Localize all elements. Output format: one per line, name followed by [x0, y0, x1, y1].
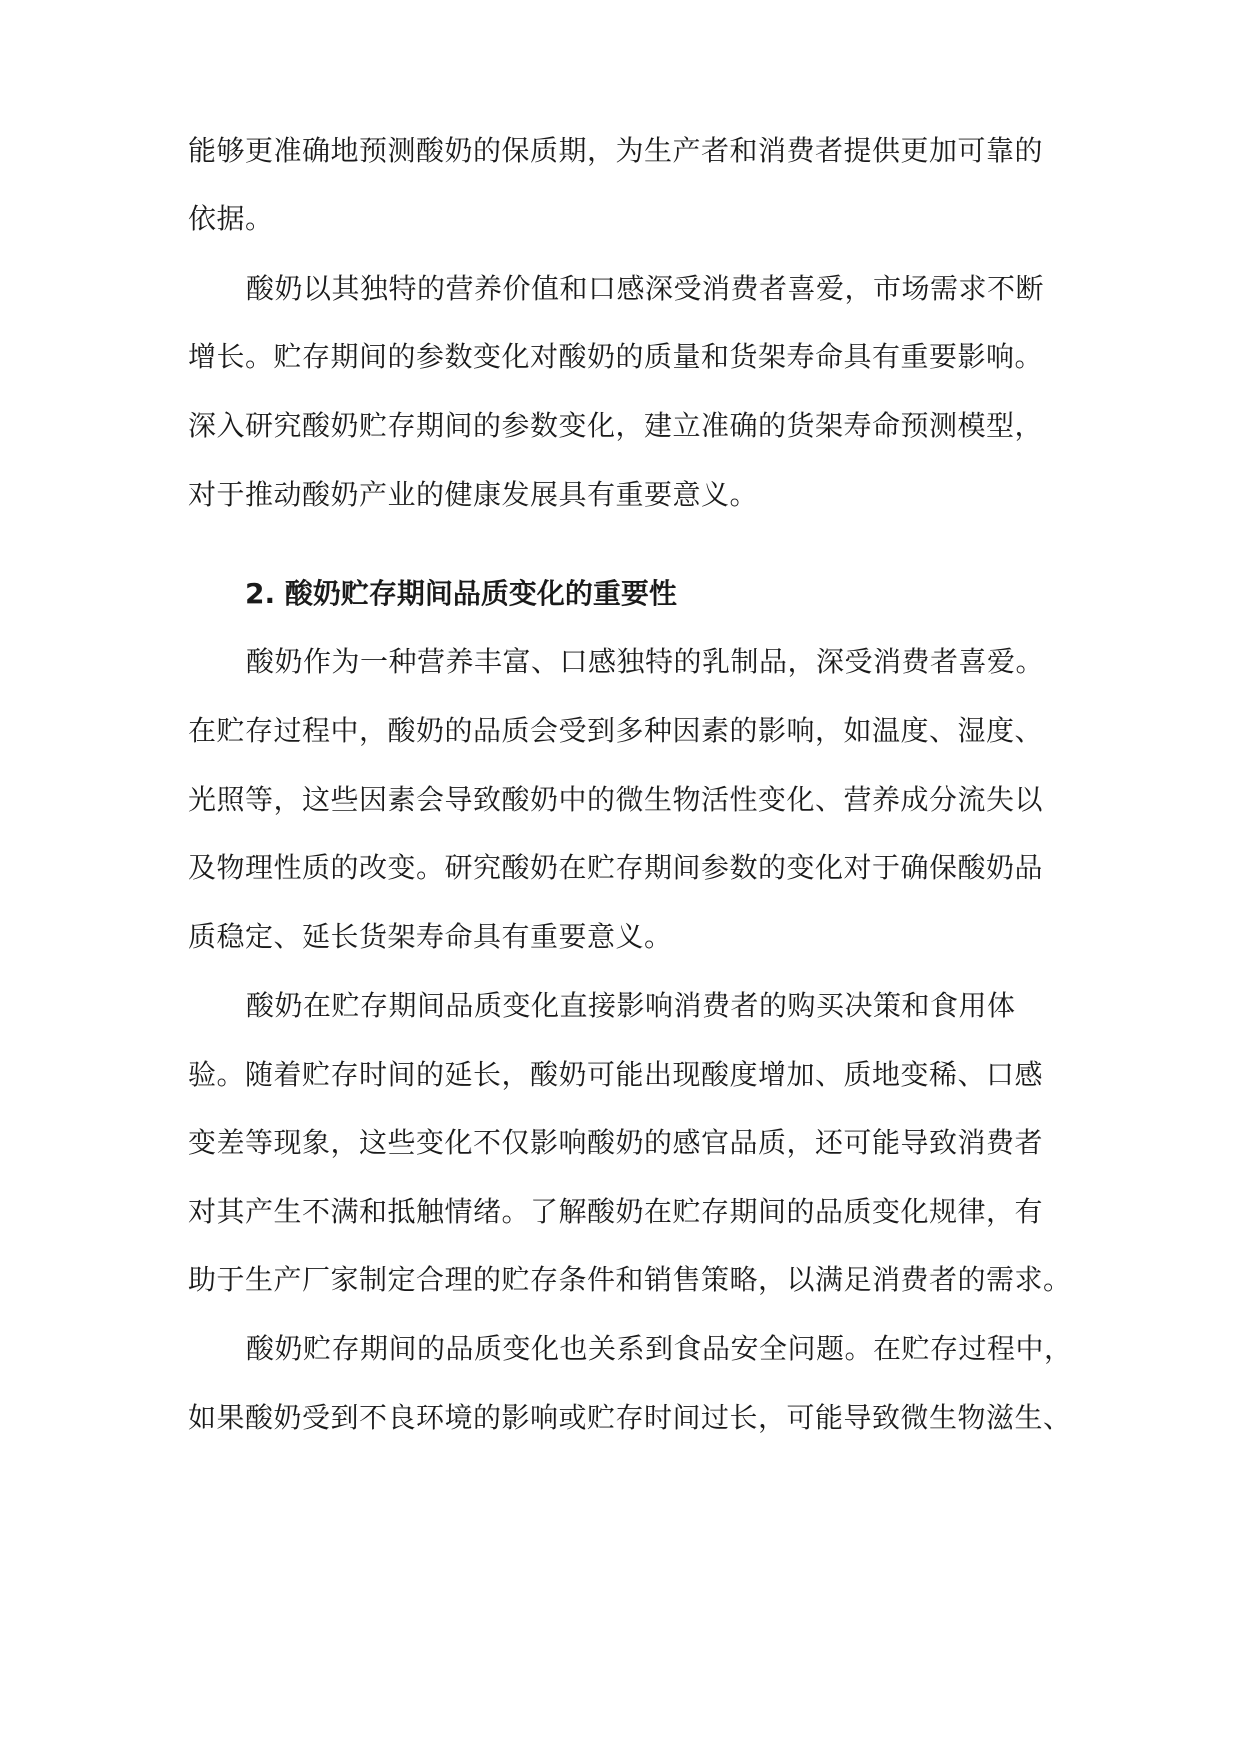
paragraph-2-line-2: 增长。贮存期间的参数变化对酸奶的质量和货架寿命具有重要影响。 [188, 340, 1044, 373]
paragraph-3-line-1: 酸奶作为一种营养丰富、口感独特的乳制品，深受消费者喜爱。 [246, 645, 1045, 678]
paragraph-4-line-3: 变差等现象，这些变化不仅影响酸奶的感官品质，还可能导致消费者 [188, 1126, 1044, 1159]
paragraph-1-line-2: 依据。 [188, 202, 274, 235]
paragraph-3-line-5: 质稳定、延长货架寿命具有重要意义。 [188, 920, 673, 953]
paragraph-5-line-2: 如果酸奶受到不良环境的影响或贮存时间过长，可能导致微生物滋生、 [188, 1401, 1072, 1434]
paragraph-5-line-1: 酸奶贮存期间的品质变化也关系到食品安全问题。在贮存过程中， [246, 1332, 1073, 1365]
paragraph-3-line-2: 在贮存过程中，酸奶的品质会受到多种因素的影响，如温度、湿度、 [188, 714, 1044, 747]
paragraph-1-line-1: 能够更准确地预测酸奶的保质期，为生产者和消费者提供更加可靠的 [188, 134, 1044, 167]
paragraph-4-line-1: 酸奶在贮存期间品质变化直接影响消费者的购买决策和食用体 [246, 989, 1016, 1022]
paragraph-2-line-3: 深入研究酸奶贮存期间的参数变化，建立准确的货架寿命预测模型， [188, 409, 1044, 442]
paragraph-2-line-1: 酸奶以其独特的营养价值和口感深受消费者喜爱，市场需求不断 [246, 272, 1045, 305]
paragraph-3-line-4: 及物理性质的改变。研究酸奶在贮存期间参数的变化对于确保酸奶品 [188, 851, 1044, 884]
paragraph-4-line-2: 验。随着贮存时间的延长，酸奶可能出现酸度增加、质地变稀、口感 [188, 1058, 1044, 1091]
paragraph-4-line-5: 助于生产厂家制定合理的贮存条件和销售策略，以满足消费者的需求。 [188, 1263, 1072, 1296]
paragraph-4-line-4: 对其产生不满和抵触情绪。了解酸奶在贮存期间的品质变化规律，有 [188, 1195, 1044, 1228]
paragraph-3-line-3: 光照等，这些因素会导致酸奶中的微生物活性变化、营养成分流失以 [188, 783, 1044, 816]
paragraph-2-line-4: 对于推动酸奶产业的健康发展具有重要意义。 [188, 478, 759, 511]
section-heading: 2. 酸奶贮存期间品质变化的重要性 [245, 577, 677, 610]
